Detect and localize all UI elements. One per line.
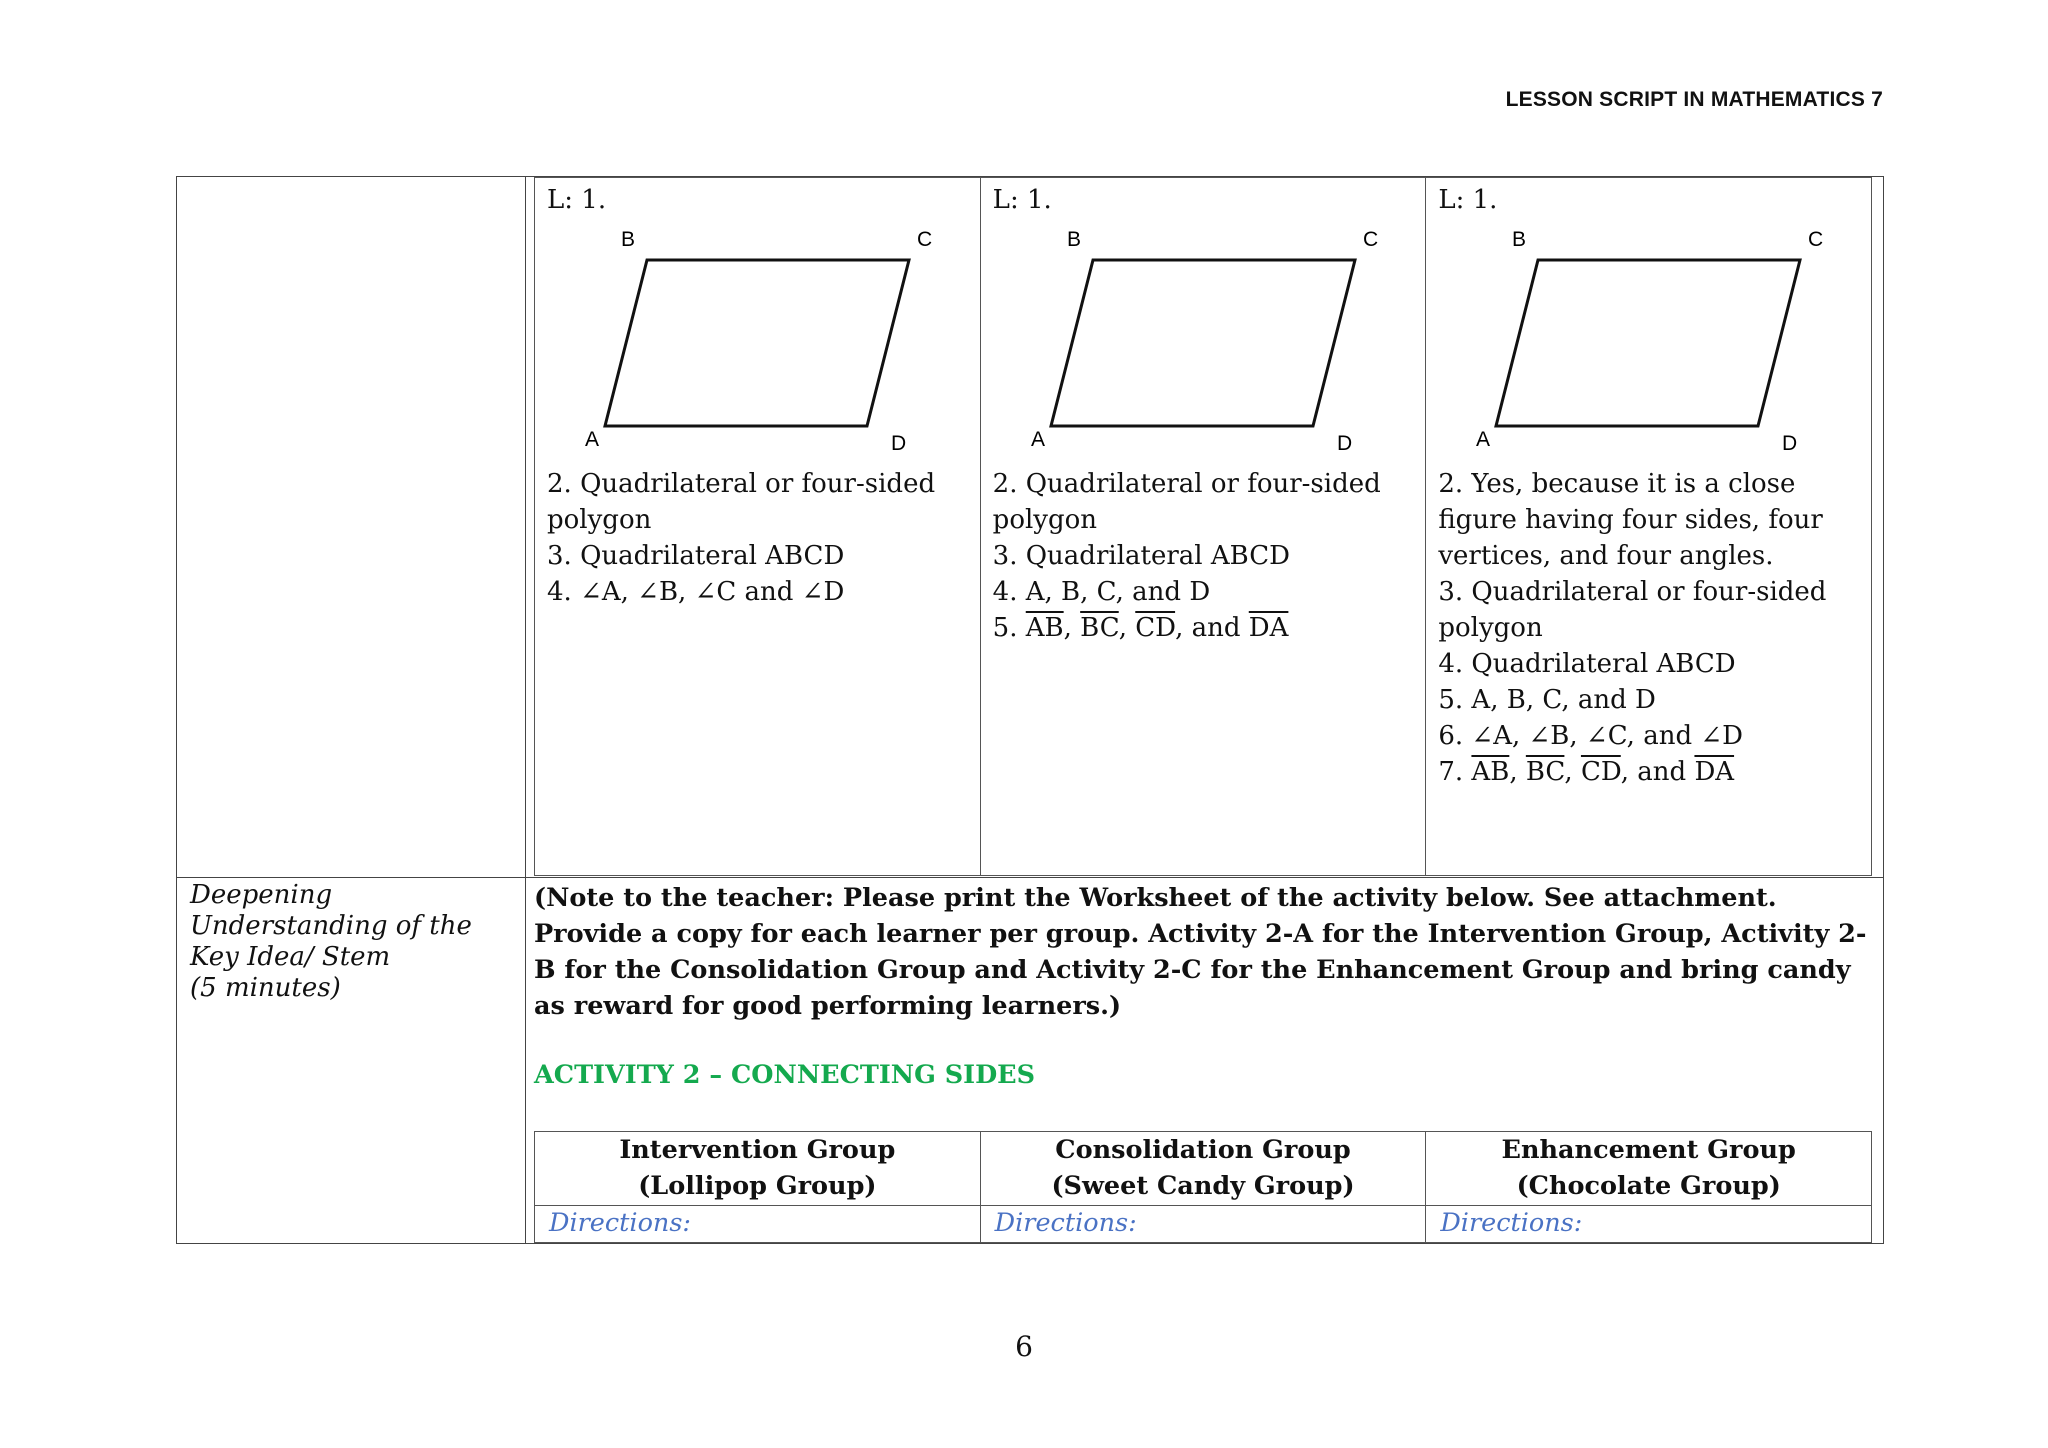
segment-ab: $\overline{AB}$	[1471, 757, 1510, 787]
answer-key-table	[534, 177, 1872, 876]
answer-list	[547, 466, 968, 610]
vertex-label-b: B	[1066, 228, 1081, 251]
answer-item: 2. Quadrilateral or four-sided polygon	[992, 469, 1381, 535]
answer-item: 4. Quadrilateral ABCD	[1438, 649, 1736, 679]
answer-item: 4. A, B, C, and D	[992, 577, 1211, 607]
segment-answer: 5. $\overline{AB}$, $\overline{BC}$, $\overline{CD}$, and $\overline{DA}$	[992, 613, 1289, 643]
vertex-label-a: A	[1030, 428, 1045, 451]
answer-item: 2. Yes, because it is a close figure having four sides, four vertices, and four angles.	[1438, 469, 1823, 571]
page-number: 6	[1015, 1330, 1033, 1363]
segment-cd: $\overline{CD}$	[1580, 757, 1621, 787]
answer-item: 5. A, B, C, and D	[1438, 685, 1656, 715]
answer-list	[993, 466, 1414, 646]
vertex-label-c: C	[1362, 228, 1378, 251]
answer-label: L: 1.	[992, 185, 1052, 215]
parallelogram-shape	[1051, 260, 1355, 426]
parallelogram-shape	[605, 260, 909, 426]
answer-item: 6. ∠A, ∠B, ∠C, and ∠D	[1438, 721, 1743, 751]
segment-bc: $\overline{BC}$	[1525, 757, 1565, 787]
answer-item: 4. ∠A, ∠B, ∠C and ∠D	[547, 577, 845, 607]
teacher-note: (Note to the teacher: Please print the Worksheet of the activity below. See attachment. Provide a copy for each learner per group. Activity 2-A for the Intervention Group, Activity 2-B for the Consolidation Group and Activity 2-C for the Enhancement Group and bring candy as reward for good performing learners.)	[534, 883, 1867, 1021]
parallelogram-figure	[557, 220, 957, 460]
answer-item: 3. Quadrilateral ABCD	[992, 541, 1290, 571]
directions-consolidation: Directions:	[981, 1206, 1427, 1242]
row-divider	[177, 877, 1883, 878]
answer-column-1	[535, 178, 981, 875]
groups-directions-row	[535, 1206, 1871, 1242]
vertex-label-d: D	[1336, 432, 1352, 455]
groups-header-row	[535, 1132, 1871, 1206]
vertex-label-b: B	[621, 228, 636, 251]
parallelogram-figure	[1448, 220, 1848, 460]
answer-label: L: 1.	[1438, 185, 1498, 215]
answer-item: 3. Quadrilateral ABCD	[547, 541, 845, 571]
group-header-consolidation: Consolidation Group (Sweet Candy Group)	[981, 1132, 1427, 1205]
answer-list	[1438, 466, 1859, 790]
answer-label: L: 1.	[547, 185, 607, 215]
section-label: Deepening Understanding of the Key Idea/ Stem (5 minutes)	[190, 880, 472, 1003]
segment-da: $\overline{DA}$	[1248, 613, 1289, 643]
vertex-label-a: A	[1476, 428, 1491, 451]
vertex-label-b: B	[1512, 228, 1527, 251]
answer-column-3	[1426, 178, 1871, 875]
directions-intervention: Directions:	[535, 1206, 981, 1242]
answer-item: 2. Quadrilateral or four-sided polygon	[547, 469, 936, 535]
column-divider	[525, 177, 526, 1243]
vertex-label-d: D	[891, 432, 907, 455]
directions-enhancement: Directions:	[1440, 1208, 1583, 1238]
parallelogram-figure	[1003, 220, 1403, 460]
answer-column-2	[981, 178, 1427, 875]
segment-ab: $\overline{AB}$	[1025, 613, 1064, 643]
vertex-label-d: D	[1782, 432, 1798, 455]
document-header: LESSON SCRIPT IN MATHEMATICS 7	[1505, 88, 1883, 111]
vertex-label-a: A	[585, 428, 600, 451]
answer-item: 3. Quadrilateral or four-sided polygon	[1438, 577, 1827, 643]
group-header-enhancement: Enhancement Group (Chocolate Group)	[1501, 1135, 1796, 1201]
activity-title: ACTIVITY 2 – CONNECTING SIDES	[534, 1060, 1036, 1090]
segment-da: $\overline{DA}$	[1694, 757, 1735, 787]
vertex-label-c: C	[1808, 228, 1824, 251]
group-header-intervention: Intervention Group (Lollipop Group)	[535, 1132, 981, 1205]
parallelogram-shape	[1496, 260, 1800, 426]
segment-bc: $\overline{BC}$	[1080, 613, 1119, 643]
vertex-label-c: C	[917, 228, 933, 251]
groups-table	[534, 1131, 1872, 1243]
segment-cd: $\overline{CD}$	[1135, 613, 1176, 643]
segment-answer: 7. $\overline{AB}$, $\overline{BC}$, $\overline{CD}$, and $\overline{DA}$	[1438, 757, 1735, 787]
